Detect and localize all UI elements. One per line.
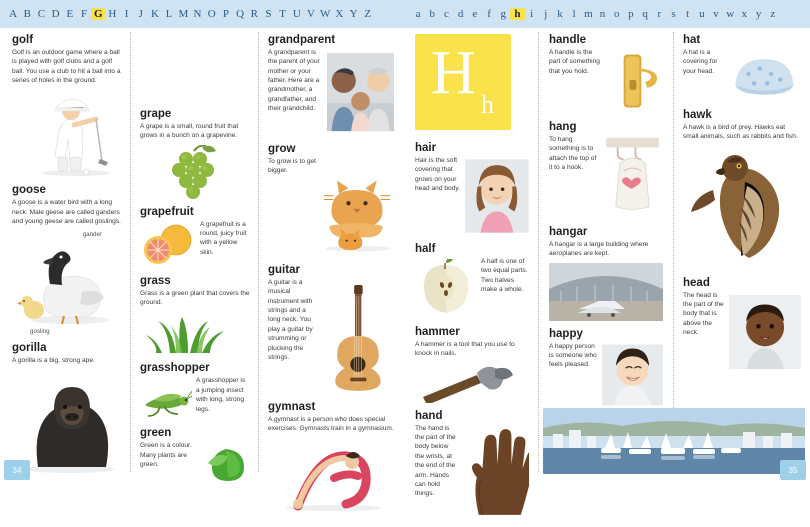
entry-word: hand: [415, 409, 443, 422]
alphabet-letter-u[interactable]: U: [292, 8, 301, 20]
entry-grapefruit: [140, 206, 250, 268]
alphabet-letter-r[interactable]: R: [250, 8, 258, 20]
alphabet-letter-b[interactable]: B: [23, 8, 31, 20]
entry-definition: Hair is the soft covering that grows on your head and body.: [415, 157, 460, 193]
grapes-illustration: [140, 145, 252, 199]
alphabet-letter-lower-b[interactable]: b: [429, 8, 436, 20]
right-column-2: [543, 28, 669, 464]
alphabet-letter-lower-e[interactable]: e: [472, 8, 478, 20]
entry-definition: A grandparent is the parent of your mother or your father. Here are a grandmother, a grandfather, and their grandchild.: [268, 49, 320, 113]
girl-hair-photo: [465, 158, 529, 234]
alphabet-letter-lower-q[interactable]: q: [642, 8, 648, 20]
entry-hand: [415, 410, 529, 520]
entry-definition: A grapefruit is a round, juicy fruit with a yellow skin.: [200, 220, 247, 256]
entry-definition: A happy person is someone who feels pleased.: [549, 342, 597, 369]
alphabet-letter-lower-n[interactable]: n: [599, 8, 606, 20]
letter-uppercase-h: H: [431, 39, 476, 107]
alphabet-letter-lower-r[interactable]: r: [657, 8, 662, 20]
alphabet-letter-lower-x[interactable]: x: [741, 8, 748, 20]
hanging-bag-illustration: [602, 137, 663, 217]
alphabet-letter-lower-h[interactable]: h: [510, 8, 524, 20]
entry-word: hang: [549, 121, 577, 133]
entry-grape: [140, 108, 250, 199]
entry-definition: A grape is a small, round fruit that grows in a bunch on a grapevine.: [140, 123, 239, 140]
left-column-1: [6, 28, 130, 480]
entry-definition: A grasshopper is a jumping insect with long, strong legs.: [196, 377, 246, 413]
harbour-photo: [543, 408, 805, 474]
entry-definition: A gymnast is a person who does special exercises. Gymnasts train in a gymnasium.: [268, 416, 394, 433]
alphabet-letter-p[interactable]: P: [222, 8, 229, 20]
page-number-right: 35: [780, 460, 806, 480]
alphabet-letter-c[interactable]: C: [37, 8, 46, 20]
alphabet-letter-lower-y[interactable]: y: [755, 8, 762, 20]
entry-definition: A handle is the part of something that you hold.: [549, 49, 600, 75]
entry-definition: A gorilla is a big, strong ape.: [12, 356, 95, 364]
entry-hang: [549, 121, 663, 219]
alphabet-letter-lower-g[interactable]: g: [500, 8, 506, 20]
gorilla-illustration: [12, 369, 130, 473]
hangar-photo: [549, 263, 663, 321]
entry-word: handle: [549, 34, 587, 46]
alphabet-letter-lower-z[interactable]: z: [770, 8, 776, 20]
entry-word: gymnast: [268, 401, 316, 413]
alphabet-letter-j[interactable]: J: [138, 8, 143, 20]
hammer-illustration: [415, 363, 535, 403]
cats-illustration: [322, 159, 394, 255]
entry-word: hat: [683, 34, 701, 46]
alphabet-letter-lower-p[interactable]: p: [628, 8, 634, 20]
alphabet-letter-d[interactable]: D: [51, 8, 60, 20]
alphabet-letter-x[interactable]: X: [335, 8, 344, 20]
entry-hangar: [549, 226, 663, 321]
guitar-illustration: [322, 280, 394, 392]
entry-happy: [549, 328, 663, 408]
alphabet-letter-s[interactable]: S: [265, 8, 272, 20]
letter-panel-h: [415, 34, 511, 130]
alphabet-letter-g[interactable]: G: [91, 8, 105, 20]
entry-word: head: [683, 276, 710, 289]
grandparents-photo: [327, 50, 394, 134]
alphabet-letter-lower-s[interactable]: s: [671, 8, 676, 20]
alphabet-letter-h[interactable]: H: [108, 8, 117, 20]
alphabet-letter-lower-w[interactable]: w: [726, 8, 735, 20]
caption-gosling: gosling: [30, 327, 50, 335]
alphabet-letter-e[interactable]: E: [66, 8, 74, 20]
entry-word: green: [140, 427, 172, 440]
alphabet-letter-t[interactable]: T: [279, 8, 287, 20]
entry-word: grape: [140, 108, 172, 120]
entry-guitar: [268, 264, 394, 394]
entry-golf: [12, 34, 124, 177]
hat-illustration: [728, 50, 801, 100]
entry-word: half: [415, 243, 436, 255]
alphabet-letter-lower-v[interactable]: v: [713, 8, 719, 20]
head-photo: [729, 293, 801, 371]
hawk-illustration: [683, 146, 807, 270]
alphabet-letter-q[interactable]: Q: [236, 8, 245, 20]
entry-word: happy: [549, 327, 583, 340]
entry-word: grow: [268, 143, 296, 155]
entry-word: hair: [415, 142, 437, 154]
entry-word: grass: [140, 274, 171, 287]
right-column-3: [677, 28, 807, 380]
door-handle-illustration: [604, 50, 663, 112]
alphabet-letter-lower-a[interactable]: a: [415, 8, 421, 20]
alphabet-letter-lower-c[interactable]: c: [444, 8, 449, 20]
left-column-3: [262, 28, 400, 519]
alphabet-letter-i[interactable]: I: [124, 8, 129, 20]
entry-definition: To hang something is to attach the top of it to a hook.: [549, 136, 597, 172]
entry-hat: [683, 34, 801, 102]
grapefruit-illustration: [140, 222, 196, 266]
entry-grow: [268, 143, 394, 257]
entry-definition: A hangar is a large building where aeroplanes are kept.: [549, 241, 649, 258]
entry-definition: A hawk is a bird of prey. Hawks eat small animals, such as rabbits and fish.: [683, 124, 798, 141]
alphabet-letter-f[interactable]: F: [80, 8, 88, 20]
alphabet-letter-o[interactable]: O: [207, 8, 216, 20]
alphabet-letter-lower-o[interactable]: o: [613, 8, 620, 20]
entry-word: golf: [12, 34, 34, 46]
right-column-1: [409, 28, 535, 527]
entry-grasshopper: [140, 362, 250, 420]
entry-green: [140, 427, 250, 487]
alphabet-letter-l[interactable]: L: [165, 8, 173, 20]
entry-definition: The hand is the part of the body below the wrists, at the end of the arm. Hands can hold things.: [415, 424, 456, 498]
entry-definition: Grass is a green plant that covers the ground.: [140, 289, 250, 307]
entry-word: goose: [12, 184, 46, 197]
entry-word: gorilla: [12, 341, 47, 354]
entry-grass: [140, 275, 250, 356]
entry-half: [415, 243, 529, 319]
alphabet-letter-a[interactable]: A: [9, 8, 18, 20]
letter-lowercase-h: h: [481, 90, 494, 119]
half-apple-illustration: [415, 259, 477, 317]
left-page: [0, 28, 405, 484]
alphabet-letter-lower-d[interactable]: d: [457, 8, 464, 20]
alphabet-letter-lower-m[interactable]: m: [584, 8, 593, 20]
grass-illustration: [140, 311, 252, 355]
alphabet-strip-uppercase[interactable]: [0, 0, 405, 28]
alphabet-letter-z[interactable]: Z: [364, 8, 372, 20]
entry-definition: A hat is a covering for your head.: [683, 49, 718, 75]
page-number-left: 34: [4, 460, 30, 480]
gymnast-illustration: [268, 438, 400, 512]
alphabet-letter-k[interactable]: K: [150, 8, 159, 20]
entry-word: hawk: [683, 109, 712, 121]
entry-definition: To grow is to get bigger.: [268, 158, 317, 175]
entry-head: [683, 277, 801, 373]
entry-word: hangar: [549, 226, 588, 238]
entry-word: grapefruit: [140, 205, 194, 218]
alphabet-letter-lower-t[interactable]: t: [686, 8, 690, 20]
grasshopper-illustration: [140, 378, 192, 418]
spread-body: [0, 28, 810, 498]
entry-gymnast: [268, 401, 394, 512]
alphabet-strip-lowercase[interactable]: [405, 0, 810, 28]
entry-hawk: [683, 109, 801, 270]
entry-handle: [549, 34, 663, 114]
alphabet-letter-lower-i[interactable]: i: [530, 8, 534, 20]
entry-definition: Golf is an outdoor game where a ball is played with golf clubs and a golf ball. You use a club to hit a ball into a series of holes in the ground.: [12, 49, 121, 85]
alphabet-letter-w[interactable]: W: [320, 8, 331, 20]
entry-hammer: [415, 326, 529, 403]
entry-definition: A guitar is a musical instrument with strings and a long neck. You play a guitar by strumming or plucking the strings.: [268, 279, 313, 361]
entry-word: grasshopper: [140, 362, 210, 375]
entry-definition: A half is one of two equal parts. Two halves make a whole.: [481, 258, 528, 294]
alphabet-letter-lower-j[interactable]: j: [544, 8, 548, 20]
entry-definition: The head is the part of the body that is above the neck.: [683, 291, 724, 337]
alphabet-letter-y[interactable]: Y: [349, 8, 358, 20]
alphabet-letter-m[interactable]: M: [178, 8, 189, 20]
entry-definition: Green is a colour. Many plants are green.: [140, 442, 192, 469]
alphabet-letter-lower-f[interactable]: f: [487, 8, 491, 20]
happy-girl-photo: [602, 344, 663, 406]
entry-word: hammer: [415, 326, 460, 338]
entry-grandparent: [268, 34, 394, 136]
green-leaves-illustration: [198, 443, 250, 485]
alphabet-letter-lower-k[interactable]: k: [557, 8, 563, 20]
entry-definition: A goose is a water bird with a long neck. Male geese are called ganders and young geese are called goslings.: [12, 199, 121, 226]
right-page: [405, 28, 810, 498]
hand-illustration: [462, 426, 529, 518]
entry-word: guitar: [268, 264, 300, 276]
entry-gorilla: [12, 342, 124, 473]
entry-word: grandparent: [268, 34, 336, 46]
caption-gander: gander: [82, 230, 102, 238]
alphabet-letter-v[interactable]: V: [307, 8, 315, 20]
alphabet-letter-lower-u[interactable]: u: [699, 8, 705, 20]
entry-definition: A hammer is a tool that you use to knock in nails.: [415, 341, 515, 358]
alphabet-letter-n[interactable]: N: [193, 8, 202, 20]
golfer-illustration: [12, 89, 130, 177]
alphabet-letter-lower-l[interactable]: l: [572, 8, 576, 20]
left-column-2: [134, 28, 256, 494]
entry-hair: [415, 142, 529, 236]
goose-illustration: [12, 240, 130, 326]
entry-goose: [12, 184, 124, 334]
